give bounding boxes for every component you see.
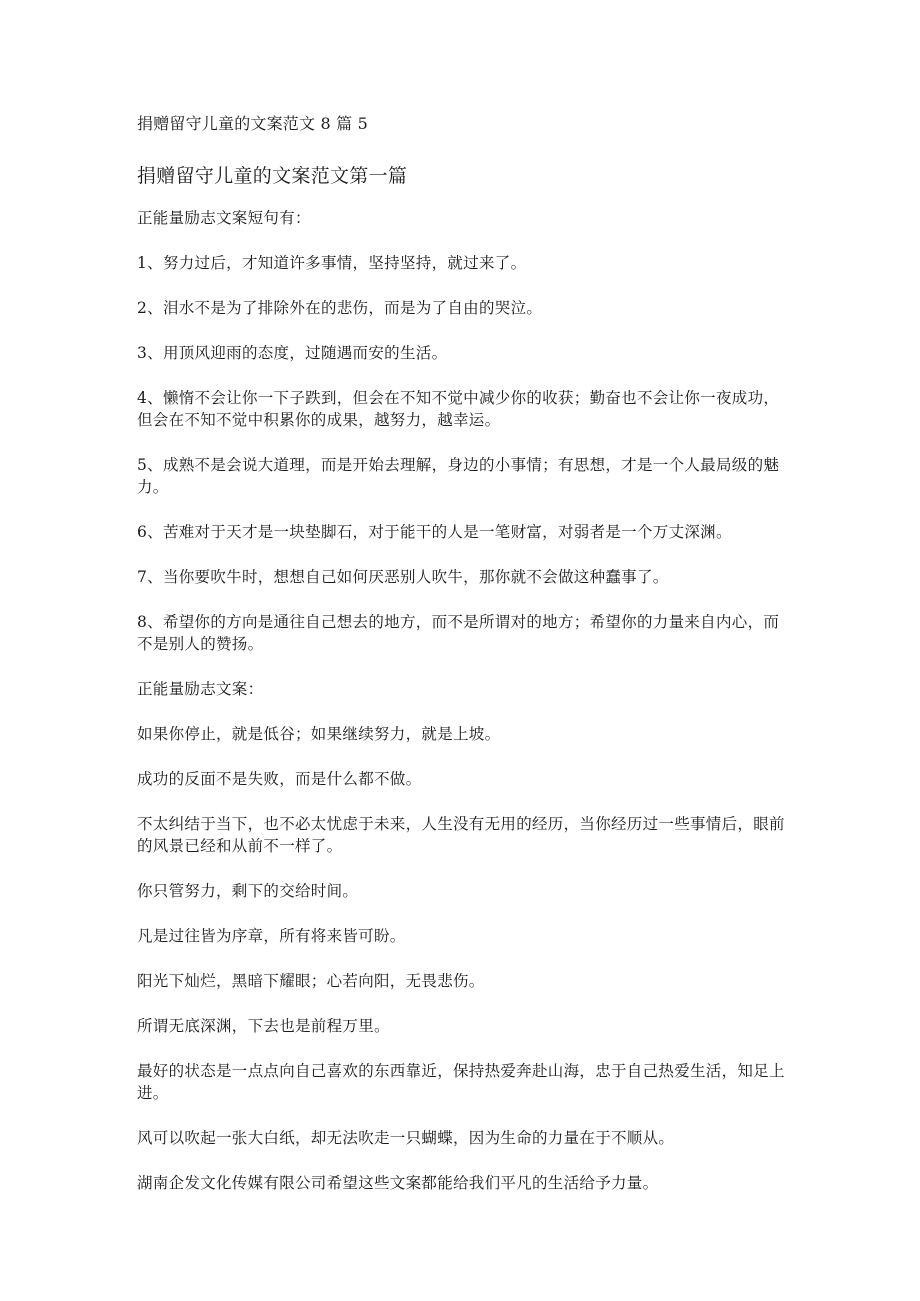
quote-item-7: 7、当你要吹牛时，想想自己如何厌恶别人吹牛，那你就不会做这种蠢事了。	[137, 568, 669, 586]
quote-item-4: 4、懒惰不会让你一下子跌到，但会在不知不觉中减少你的收获；勤奋也不会让你一夜成功，但会在不知不觉中积累你的成果，越努力，越幸运。	[137, 389, 780, 429]
paragraph: 最好的状态是一点点向自己喜欢的东西靠近，保持热爱奔赴山海，忠于自己热爱生活，知足上进。	[137, 1062, 785, 1102]
paragraph: 所谓无底深渊，下去也是前程万里。	[137, 1017, 390, 1035]
paragraph: 成功的反面不是失败，而是什么都不做。	[137, 770, 422, 788]
section-heading: 捐赠留守儿童的文案范文第一篇	[137, 165, 408, 187]
quote-item-6: 6、苦难对于天才是一块垫脚石，对于能干的人是一笔财富，对弱者是一个万丈深渊。	[137, 523, 732, 541]
paragraph: 你只管努力，剩下的交给时间。	[137, 882, 359, 900]
paragraph: 风可以吹起一张大白纸，却无法吹走一只蝴蝶，因为生命的力量在于不顺从。	[137, 1129, 675, 1147]
closing-paragraph: 湖南企发文化传媒有限公司希望这些文案都能给我们平凡的生活给予力量。	[137, 1174, 659, 1192]
document-body	[137, 112, 787, 1217]
quote-item-8: 8、希望你的方向是通往自己想去的地方，而不是所谓对的地方；希望你的力量来自内心，而不是别人的赞扬。	[137, 613, 780, 653]
paragraph: 不太纠结于当下，也不必太忧虑于未来，人生没有无用的经历，当你经历过一些事情后，眼前的风景已经和从前不一样了。	[137, 815, 785, 855]
paragraph: 凡是过往皆为序章，所有将来皆可盼。	[137, 927, 406, 945]
paragraph: 如果你停止，就是低谷；如果继续努力，就是上坡。	[137, 725, 501, 743]
paragraph: 阳光下灿烂，黑暗下耀眼；心若向阳，无畏悲伤。	[137, 972, 485, 990]
quote-item-2: 2、泪水不是为了排除外在的悲伤，而是为了自由的哭泣。	[137, 299, 543, 317]
subheading-line: 正能量励志文案：	[137, 680, 264, 698]
quote-item-3: 3、用顶风迎雨的态度，过随遇而安的生活。	[137, 344, 448, 362]
quote-item-1: 1、努力过后，才知道许多事情，坚持坚持，就过来了。	[137, 254, 527, 272]
document-title: 捐赠留守儿童的文案范文 8 篇 5	[137, 114, 369, 133]
quote-item-5: 5、成熟不是会说大道理，而是开始去理解，身边的小事情；有思想，才是一个人最局级的魅力。	[137, 456, 780, 496]
intro-line: 正能量励志文案短句有：	[137, 209, 311, 227]
